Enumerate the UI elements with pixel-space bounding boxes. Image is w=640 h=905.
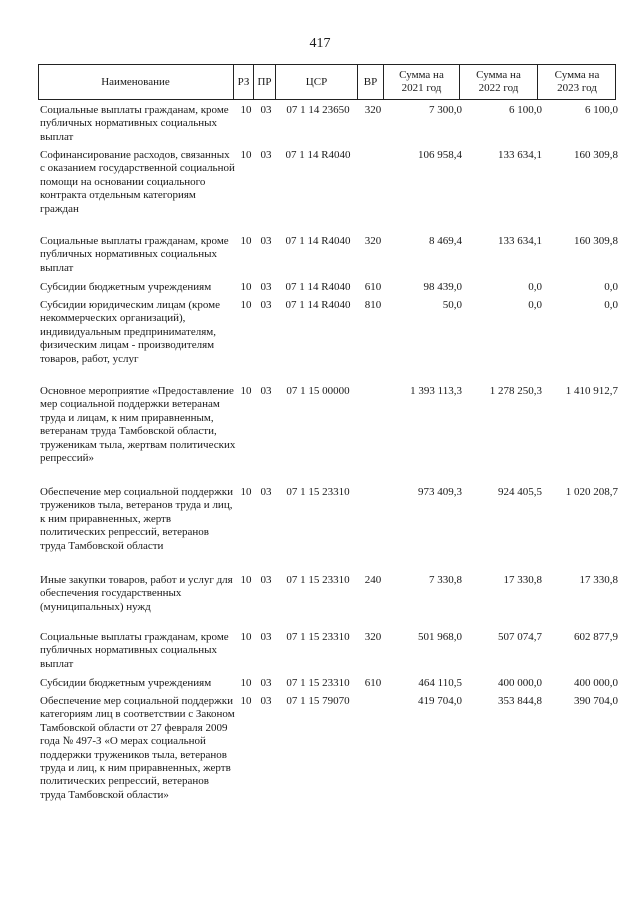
row-csr: 07 1 14 R4040 <box>285 149 351 161</box>
row-rz: 10 <box>240 299 252 311</box>
row-csr: 07 1 14 23650 <box>286 104 350 116</box>
row-sum-2023: 6 100,0 <box>585 104 618 116</box>
row-sum-2023: 0,0 <box>604 281 618 293</box>
row-name: Субсидии бюджетным учреждениям <box>40 281 212 293</box>
row-pr: 03 <box>260 695 272 707</box>
table-header <box>38 64 616 100</box>
row-csr: 07 1 14 R4040 <box>285 299 351 311</box>
row-sum-2022: 0,0 <box>528 281 542 293</box>
row-rz: 10 <box>240 677 252 689</box>
header-pr: ПР <box>257 75 272 88</box>
row-name: Обеспечение мер социальной поддержки категориям лиц в соответствии с Законом Тамбовской области от 27 февраля 2009 года № 497-З «О мерах социальной поддержки тружеников тыла, ветеранов труда и лиц, к ним приравненных, жертв политических репрессий, ветеранов труда Тамбовской области» <box>40 695 235 801</box>
row-pr: 03 <box>260 677 272 689</box>
row-rz: 10 <box>240 631 252 643</box>
row-pr: 03 <box>260 149 272 161</box>
row-sum-2021: 973 409,3 <box>418 486 462 498</box>
row-sum-2021: 8 469,4 <box>429 235 462 247</box>
row-rz: 10 <box>240 385 252 397</box>
row-rz: 10 <box>240 574 252 586</box>
row-vr: 240 <box>364 574 382 586</box>
row-vr: 810 <box>364 299 382 311</box>
row-csr: 07 1 14 R4040 <box>285 235 351 247</box>
row-rz: 10 <box>240 281 252 293</box>
row-pr: 03 <box>260 299 272 311</box>
header-sum-2022: Сумма на 2022 год <box>476 69 521 94</box>
row-name: Социальные выплаты гражданам, кроме публичных нормативных социальных выплат <box>40 631 229 670</box>
row-vr: 610 <box>364 677 382 689</box>
row-pr: 03 <box>260 235 272 247</box>
row-name: Обеспечение мер социальной поддержки тружеников тыла, ветеранов труда и лиц, к ним приравненных, жертв политических репрессий, ветеранов труда Тамбовской области <box>40 486 233 552</box>
row-sum-2021: 7 300,0 <box>429 104 462 116</box>
row-sum-2021: 464 110,5 <box>418 677 462 689</box>
row-pr: 03 <box>260 574 272 586</box>
page-number: 417 <box>309 36 331 51</box>
row-rz: 10 <box>240 104 252 116</box>
row-pr: 03 <box>260 486 272 498</box>
row-name: Социальные выплаты гражданам, кроме публичных нормативных социальных выплат <box>40 235 229 274</box>
row-rz: 10 <box>240 235 252 247</box>
header-sum-2023: Сумма на 2023 год <box>554 69 600 94</box>
row-pr: 03 <box>260 385 272 397</box>
row-sum-2021: 50,0 <box>442 299 462 311</box>
row-sum-2021: 106 958,4 <box>418 149 462 161</box>
row-csr: 07 1 15 23310 <box>286 574 350 586</box>
row-sum-2022: 133 634,1 <box>498 149 542 161</box>
row-sum-2022: 6 100,0 <box>509 104 542 116</box>
row-csr: 07 1 15 23310 <box>286 677 350 689</box>
row-sum-2023: 160 309,8 <box>574 235 618 247</box>
header-name: Наименование <box>101 75 170 88</box>
row-sum-2023: 0,0 <box>604 299 618 311</box>
row-sum-2023: 400 000,0 <box>574 677 618 689</box>
row-name: Субсидии бюджетным учреждениям <box>40 677 212 689</box>
row-sum-2021: 419 704,0 <box>418 695 462 707</box>
row-vr: 320 <box>364 104 382 116</box>
header-vr: ВР <box>363 75 378 88</box>
row-sum-2022: 353 844,8 <box>498 695 542 707</box>
row-name: Основное мероприятие «Предоставление мер социальной поддержки ветеранам труда и лицам, к ним приравненным, ветеранам труда Тамбовской области, труженикам тыла, жертвам политических репрессий» <box>40 385 236 465</box>
row-csr: 07 1 15 00000 <box>286 385 350 397</box>
row-name: Софинансирование расходов, связанных с оказанием государственной социальной помощи на основании социального контракта отдельным категориям граждан <box>40 149 235 215</box>
row-rz: 10 <box>240 486 252 498</box>
row-csr: 07 1 15 79070 <box>286 695 350 707</box>
row-name: Социальные выплаты гражданам, кроме публичных нормативных социальных выплат <box>40 104 229 143</box>
row-sum-2023: 1 410 912,7 <box>565 385 618 397</box>
row-pr: 03 <box>260 281 272 293</box>
header-sum-2021: Сумма на 2021 год <box>399 69 444 94</box>
row-sum-2023: 17 330,8 <box>579 574 618 586</box>
row-pr: 03 <box>260 104 272 116</box>
row-sum-2022: 0,0 <box>528 299 542 311</box>
row-sum-2022: 924 405,5 <box>498 486 542 498</box>
row-sum-2023: 390 704,0 <box>574 695 618 707</box>
row-sum-2023: 602 877,9 <box>574 631 618 643</box>
row-sum-2021: 1 393 113,3 <box>410 385 462 397</box>
row-sum-2022: 133 634,1 <box>498 235 542 247</box>
row-csr: 07 1 15 23310 <box>286 631 350 643</box>
row-sum-2023: 1 020 208,7 <box>565 486 618 498</box>
row-sum-2023: 160 309,8 <box>574 149 618 161</box>
row-sum-2022: 17 330,8 <box>503 574 542 586</box>
row-sum-2022: 400 000,0 <box>498 677 542 689</box>
row-sum-2022: 1 278 250,3 <box>489 385 542 397</box>
row-rz: 10 <box>240 149 252 161</box>
row-vr: 320 <box>364 631 382 643</box>
row-name: Субсидии юридическим лицам (кроме некоммерческих организаций), индивидуальным предпринимателям, физическим лицам - производителям товаров, работ, услуг <box>40 299 221 365</box>
row-name: Иные закупки товаров, работ и услуг для обеспечения государственных (муниципальных) нужд <box>40 574 233 613</box>
header-rz: РЗ <box>237 75 250 88</box>
row-pr: 03 <box>260 631 272 643</box>
row-sum-2022: 507 074,7 <box>498 631 542 643</box>
row-sum-2021: 501 968,0 <box>418 631 462 643</box>
row-csr: 07 1 14 R4040 <box>285 281 351 293</box>
row-vr: 610 <box>364 281 382 293</box>
row-csr: 07 1 15 23310 <box>286 486 350 498</box>
row-rz: 10 <box>240 695 252 707</box>
header-csr: ЦСР <box>305 75 328 88</box>
row-sum-2021: 7 330,8 <box>429 574 462 586</box>
row-sum-2021: 98 439,0 <box>423 281 462 293</box>
row-vr: 320 <box>364 235 382 247</box>
